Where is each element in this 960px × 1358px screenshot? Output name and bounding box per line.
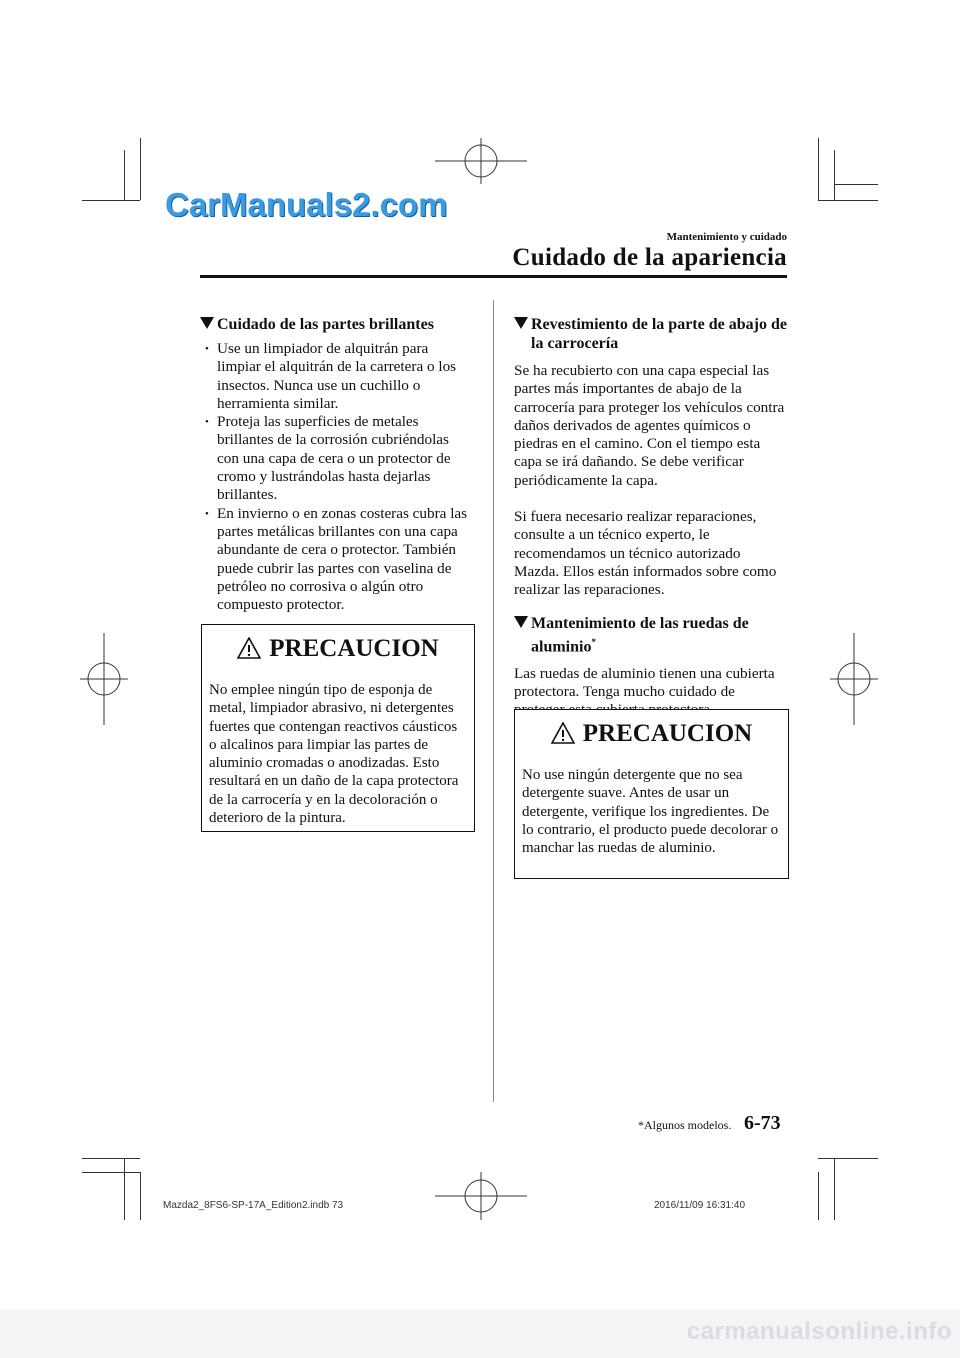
caution-box — [514, 709, 789, 879]
list-item: • En invierno o en zonas costeras cubra las partes metálicas brillantes con una capa abundante de cera o protector. También puede cubrir las partes con vaselina de petróleo no corrosiva o algún otro compuesto protector. — [200, 505, 472, 615]
paragraph: Se ha recubierto con una capa especial las partes más importantes de abajo de la carrocería para proteger los vehículos contra daños derivados de agentes químicos o piedras en el camino. Con el tiempo esta capa se irá dañando. Se debe verificar periódicamente la capa. — [514, 362, 785, 489]
brand-watermark: carmanualsonline.info — [686, 1318, 952, 1345]
registration-mark-icon — [435, 1172, 527, 1220]
footnote-marker: * — [591, 636, 596, 647]
triangle-bullet-icon — [514, 616, 528, 628]
section-heading — [514, 315, 788, 353]
crop-mark — [818, 1158, 878, 1159]
list-item: • Proteja las superficies de metales brillantes de la corrosión cubriéndolas con una capa de cera o un protector de cromo y lustrándolas hasta dejarlas brillantes. — [200, 413, 472, 504]
section-heading — [200, 315, 472, 334]
heading-text: Cuidado de las partes brillantes — [217, 316, 434, 333]
bullet-list — [200, 340, 472, 614]
column-divider — [493, 300, 494, 1102]
registration-mark-icon — [435, 138, 527, 184]
left-column — [200, 315, 472, 614]
paragraph: Las ruedas de aluminio tienen una cubierta protectora. Tenga mucho cuidado de — [514, 664, 775, 701]
timestamp: 2016/11/09 16:31:40 — [654, 1200, 746, 1211]
crop-mark — [818, 200, 878, 201]
caution-box — [201, 624, 475, 832]
registration-mark-icon — [830, 633, 878, 725]
footnote: *Algunos modelos. — [638, 1118, 732, 1132]
crop-mark — [834, 1158, 835, 1220]
crop-mark — [818, 138, 819, 200]
watermark-logo: CarManuals2.com — [165, 186, 448, 223]
caution-text: No use ningún detergente que no sea detergente suave. Antes de usar un detergente, verifique los ingredientes. De lo contrario, el producto puede decolorar o manchar las ruedas de aluminio. — [522, 767, 779, 857]
caution-text: No emplee ningún tipo de esponja de metal, limpiador abrasivo, ni detergentes fuertes que contengan reactivos cáusticos o alcalinos para limpiar las partes de aluminio cromadas o anodizadas. Esto resultará en un daño de la capa protectora de la carrocería y en la decoloración o deterioro de la pintura. — [209, 682, 459, 827]
right-column — [514, 315, 788, 720]
heading-text: Mantenimiento de las ruedas de aluminio — [531, 614, 749, 655]
warning-icon — [551, 722, 575, 744]
caution-title: PRECAUCION — [515, 720, 788, 754]
header-rule — [200, 275, 787, 278]
triangle-bullet-icon — [200, 317, 214, 329]
caution-title: PRECAUCION — [202, 635, 474, 669]
section-heading — [514, 614, 788, 656]
crop-mark — [82, 1172, 140, 1173]
paragraph: Si fuera necesario realizar reparaciones, consulte a un técnico experto, le recomendamos un técnico autorizado Mazda. Ellos están informados sobre como realizar las reparaciones. — [514, 508, 777, 599]
file-info: Mazda2_8FS6-SP-17A_Edition2.indb 73 — [163, 1200, 344, 1211]
page-number: 6-73 — [744, 1112, 781, 1134]
heading-text: Revestimiento de la parte de abajo de la carrocería — [531, 316, 787, 352]
crop-mark — [124, 150, 125, 200]
crop-mark — [834, 184, 878, 185]
crop-mark — [834, 150, 835, 200]
page-title: Cuidado de la apariencia — [512, 244, 787, 271]
list-item: • Use un limpiador de alquitrán para limpiar el alquitrán de la carretera o los insectos. Nunca use un cuchillo o herramienta similar. — [200, 340, 472, 413]
warning-icon — [237, 637, 261, 659]
crop-mark — [140, 1172, 141, 1220]
crop-mark — [140, 138, 141, 200]
crop-mark — [82, 200, 140, 201]
triangle-bullet-icon — [514, 317, 528, 329]
crop-mark — [82, 1158, 140, 1159]
registration-mark-icon — [80, 633, 128, 725]
crop-mark — [124, 1158, 125, 1220]
crop-mark — [818, 1172, 819, 1220]
section-label: Mantenimiento y cuidado — [666, 231, 787, 243]
